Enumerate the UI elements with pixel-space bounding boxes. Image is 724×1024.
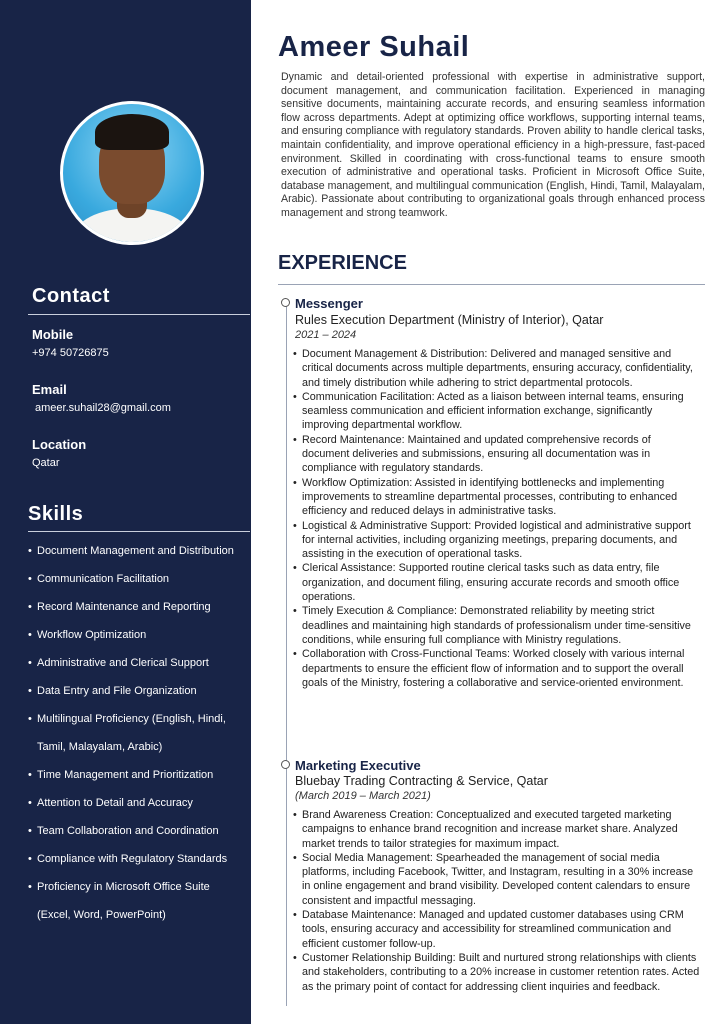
job-title: Marketing Executive bbox=[295, 758, 421, 773]
timeline-line bbox=[286, 306, 287, 1006]
location-value: Qatar bbox=[32, 457, 60, 469]
skill-item: • Attention to Detail and Accuracy bbox=[28, 789, 243, 817]
job-bullet: • Timely Execution & Compliance: Demonstrated reliability by meeting strict deadlines and maintaining high standards of professionalism under time-sensitive conditions, while ensuring full compliance with Ministry regulations. bbox=[293, 604, 701, 647]
job-bullet: • Communication Facilitation: Acted as a liaison between internal teams, ensuring seamless communication and efficient information exchange, significantly improving departmental workflow. bbox=[293, 390, 701, 433]
skill-item: • Data Entry and File Organization bbox=[28, 677, 243, 705]
skill-item: • Administrative and Clerical Support bbox=[28, 649, 243, 677]
skills-heading: Skills bbox=[28, 503, 84, 525]
job-bullet: • Database Maintenance: Managed and updated customer databases using CRM tools, ensuring accuracy and accessibility for streamlined communication and efficient customer follow-up. bbox=[293, 908, 701, 951]
job-bullet: • Collaboration with Cross-Functional Teams: Worked closely with various internal departments to ensure the efficient flow of information and to support the overall goals of the Ministry, fostering a collaborative and service-oriented environment. bbox=[293, 647, 701, 690]
skill-item: • Communication Facilitation bbox=[28, 565, 243, 593]
contact-divider bbox=[28, 314, 250, 315]
contact-heading: Contact bbox=[32, 285, 110, 307]
mobile-value: +974 50726875 bbox=[32, 347, 109, 359]
job-organization: Rules Execution Department (Ministry of Interior), Qatar bbox=[295, 313, 604, 327]
experience-divider bbox=[278, 284, 705, 285]
email-value[interactable]: ameer.suhail28@gmail.com bbox=[35, 402, 171, 414]
skill-item: • Record Maintenance and Reporting bbox=[28, 593, 243, 621]
skill-item: • Proficiency in Microsoft Office Suite (Excel, Word, PowerPoint) bbox=[28, 873, 243, 929]
timeline-dot bbox=[281, 760, 290, 769]
job-bullets bbox=[293, 808, 701, 994]
skills-list bbox=[28, 537, 243, 929]
job-bullet: • Logistical & Administrative Support: Provided logistical and administrative support for internal activities, including organizing meetings, preparing documents, and assisting in the execution of operational tasks. bbox=[293, 519, 701, 562]
skill-item: • Multilingual Proficiency (English, Hindi, Tamil, Malayalam, Arabic) bbox=[28, 705, 243, 761]
skill-item: • Team Collaboration and Coordination bbox=[28, 817, 243, 845]
job-bullets bbox=[293, 347, 701, 690]
job-bullet: • Document Management & Distribution: Delivered and managed sensitive and critical documents across multiple departments, ensuring accuracy, confidentiality, and timely distribution while adhering to strict departmental protocols. bbox=[293, 347, 701, 390]
timeline-dot bbox=[281, 298, 290, 307]
skill-item: • Time Management and Prioritization bbox=[28, 761, 243, 789]
profile-photo bbox=[60, 101, 204, 245]
job-bullet: • Customer Relationship Building: Built and nurtured strong relationships with clients and stakeholders, contributing to a 20% increase in customer retention rates. Acted as the primary point of contact for addressing client inquiries and feedback. bbox=[293, 951, 701, 994]
job-title: Messenger bbox=[295, 296, 363, 311]
skill-item: • Document Management and Distribution bbox=[28, 537, 243, 565]
job-bullet: • Clerical Assistance: Supported routine clerical tasks such as data entry, file organization, and document filing, ensuring accurate records and smooth office operations. bbox=[293, 561, 701, 604]
skills-divider bbox=[28, 531, 250, 532]
candidate-name: Ameer Suhail bbox=[278, 31, 470, 63]
location-label: Location bbox=[32, 437, 87, 452]
profile-summary: Dynamic and detail-oriented professional with expertise in administrative support, document management, and communication facilitation. Experienced in managing sensitive documents, maintaining accurate records, and ensuring seamless information flow across departments. Adept at optimizing office workflows, supporting internal teams, and ensuring compliance with regulatory standards. Proven ability to handle clerical tasks, maintain confidentiality, and improve operational efficiency in a high-pressure, fast-paced environment. Skilled in coordinating with cross-functional teams to ensure smooth execution of administrative and operational tasks. Proficient in Microsoft Office Suite, database management, and multilingual communication (English, Hindi, Tamil, Malayalam, Arabic). Passionate about contributing to organizational goals through enhanced process management and strong teamwork. bbox=[281, 71, 705, 219]
mobile-label: Mobile bbox=[32, 327, 74, 342]
job-bullet: • Brand Awareness Creation: Conceptualized and executed targeted marketing campaigns to enhance brand recognition and increase market share. Analyzed market trends to tailor strategies for maximum impact. bbox=[293, 808, 701, 851]
job-bullet: • Record Maintenance: Maintained and updated comprehensive records of document deliveries and submissions, ensuring all documentation was in compliance with regulatory standards. bbox=[293, 433, 701, 476]
job-bullet: • Workflow Optimization: Assisted in identifying bottlenecks and implementing improvements to streamline departmental processes, contributing to enhanced efficiency and reduced delays in administrative tasks. bbox=[293, 476, 701, 519]
sidebar bbox=[0, 0, 251, 1024]
job-bullet: • Social Media Management: Spearheaded the management of social media platforms, including Facebook, Twitter, and Instagram, resulting in a 30% increase in online engagement and brand visibility. Developed content calendars to ensure consistent and impactful messaging. bbox=[293, 851, 701, 908]
job-dates: (March 2019 – March 2021) bbox=[295, 790, 431, 802]
experience-heading: EXPERIENCE bbox=[278, 252, 407, 274]
skill-item: • Workflow Optimization bbox=[28, 621, 243, 649]
job-dates: 2021 – 2024 bbox=[295, 329, 357, 341]
job-organization: Bluebay Trading Contracting & Service, Qatar bbox=[295, 774, 548, 788]
skill-item: • Compliance with Regulatory Standards bbox=[28, 845, 243, 873]
email-label: Email bbox=[32, 382, 67, 397]
